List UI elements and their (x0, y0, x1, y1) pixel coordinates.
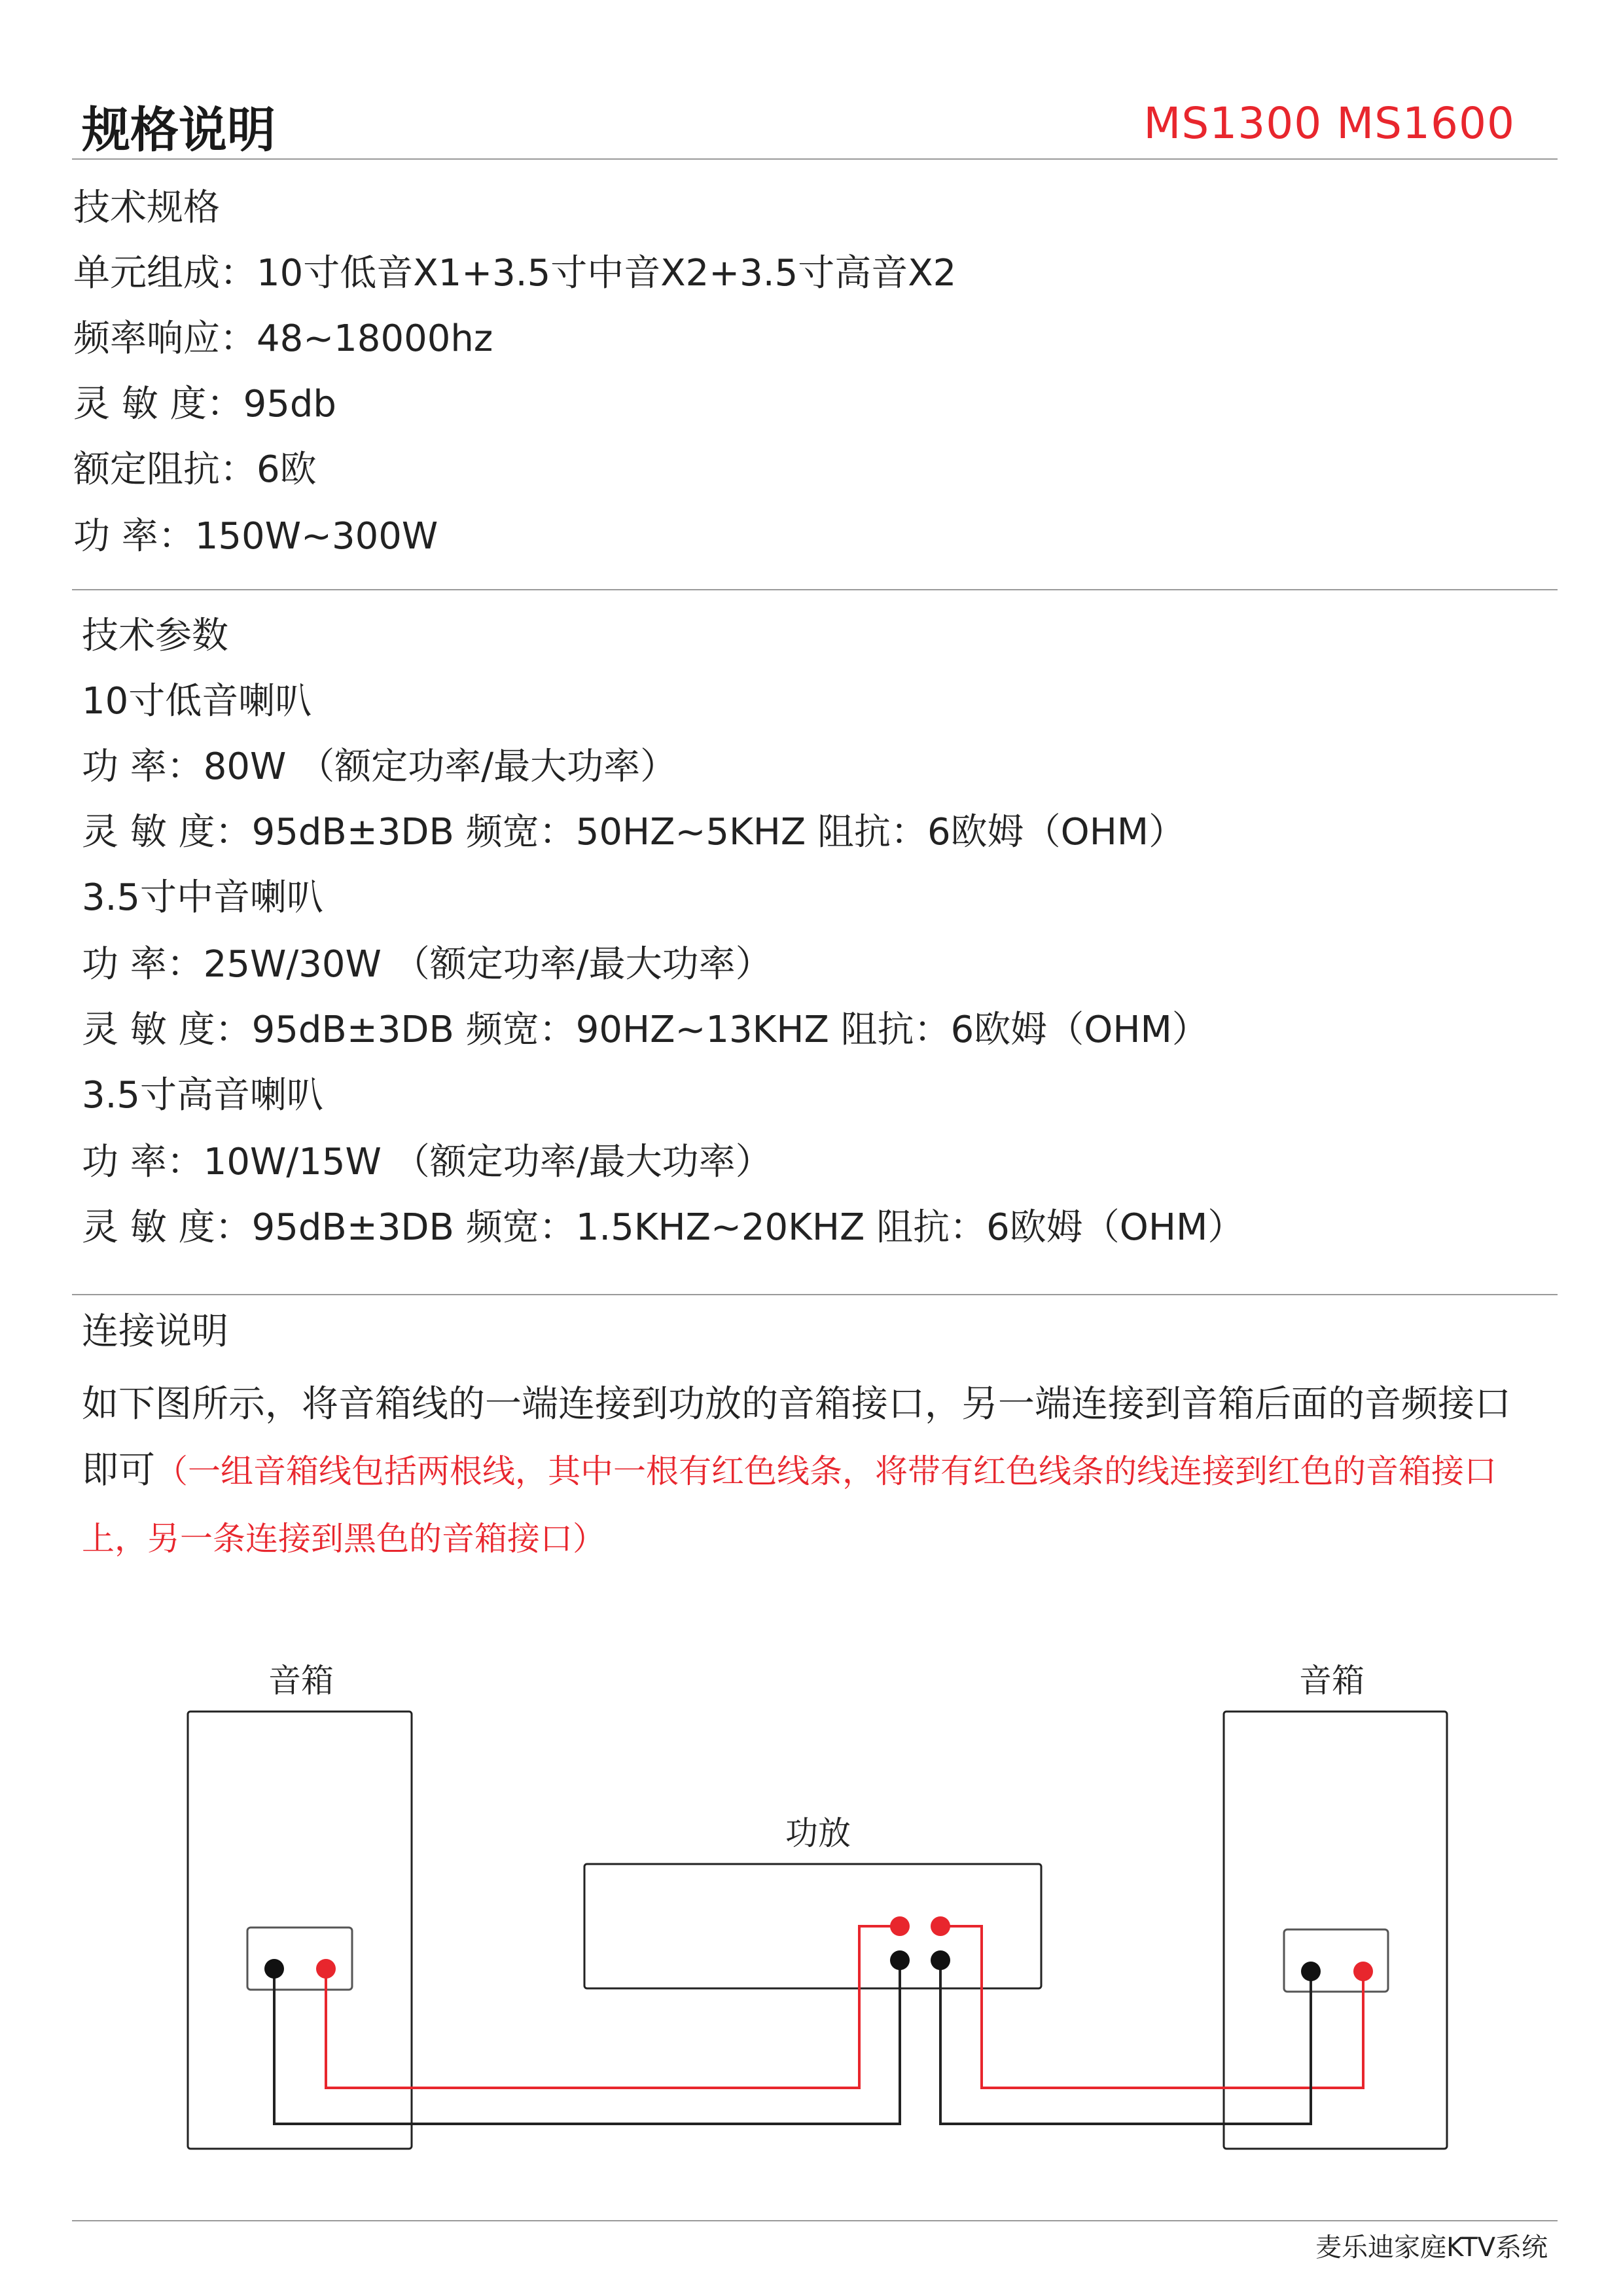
left-black-wire (274, 1960, 900, 2124)
amplifier-label: 功放 (785, 1814, 851, 1852)
param-line: 灵 敏 度：95dB±3DB 频宽：50HZ~5KHZ 阻抗：6欧姆（OHM） (82, 811, 1186, 853)
right-speaker-red-terminal (1353, 1962, 1373, 1981)
amplifier-red-terminal-right (931, 1916, 950, 1936)
right-speaker-label: 音箱 (1299, 1662, 1364, 1700)
param-line: 功 率：80W （额定功率/最大功率） (82, 745, 677, 788)
connection-note: （一组音箱线包括两根线，其中一根有红色线条，将带有红色线条的线连接到红色的音箱接口上，另一条连接到黑色的音箱接口） (82, 1452, 1497, 1558)
param-line: 灵 敏 度：95dB±3DB 频宽：1.5KHZ~20KHZ 阻抗：6欧姆（OHM） (82, 1206, 1245, 1249)
spec-line: 频率响应：48~18000hz (73, 317, 493, 360)
spec-line: 功 率：150W~300W (73, 515, 438, 558)
amplifier-red-terminal-left (890, 1916, 910, 1936)
left-speaker-red-terminal (316, 1959, 336, 1979)
param-line: 3.5寸中音喇叭 (82, 876, 324, 919)
left-speaker-label: 音箱 (268, 1662, 334, 1700)
specs-heading: 技术规格 (73, 187, 220, 229)
right-black-wire (940, 1960, 1311, 2124)
connection-heading: 连接说明 (82, 1310, 228, 1353)
spec-line: 额定阻抗：6欧 (73, 448, 317, 491)
amplifier-black-terminal-left (890, 1950, 910, 1970)
param-line: 灵 敏 度：95dB±3DB 频宽：90HZ~13KHZ 阻抗：6欧姆（OHM） (82, 1009, 1209, 1051)
right-speaker-black-terminal (1301, 1962, 1321, 1981)
spec-line: 单元组成：10寸低音X1+3.5寸中音X2+3.5寸高音X2 (73, 252, 957, 295)
params-heading: 技术参数 (82, 615, 228, 657)
spec-line: 灵 敏 度：95db (73, 383, 336, 425)
left-speaker-box (188, 1712, 412, 2149)
right-red-wire (940, 1926, 1363, 2088)
left-speaker-black-terminal (264, 1959, 284, 1979)
param-line: 功 率：10W/15W （额定功率/最大功率） (82, 1141, 772, 1183)
param-line: 3.5寸高音喇叭 (82, 1074, 324, 1117)
model-numbers: MS1300 MS1600 (1143, 98, 1515, 149)
page-title: 规格说明 (82, 102, 276, 158)
footer-divider (72, 2220, 1558, 2221)
amplifier-black-terminal-right (931, 1950, 950, 1970)
right-speaker-terminal-plate (1284, 1929, 1388, 1992)
left-speaker-terminal-plate (247, 1928, 352, 1990)
param-line: 功 率：25W/30W （额定功率/最大功率） (82, 943, 772, 986)
param-line: 10寸低音喇叭 (82, 680, 312, 723)
footer-brand: 麦乐迪家庭KTV系统 (1315, 2233, 1548, 2263)
connection-text: 如下图所示，将音箱线的一端连接到功放的音箱接口，另一端连接到音箱后面的音频接口即可 (82, 1383, 1511, 1492)
